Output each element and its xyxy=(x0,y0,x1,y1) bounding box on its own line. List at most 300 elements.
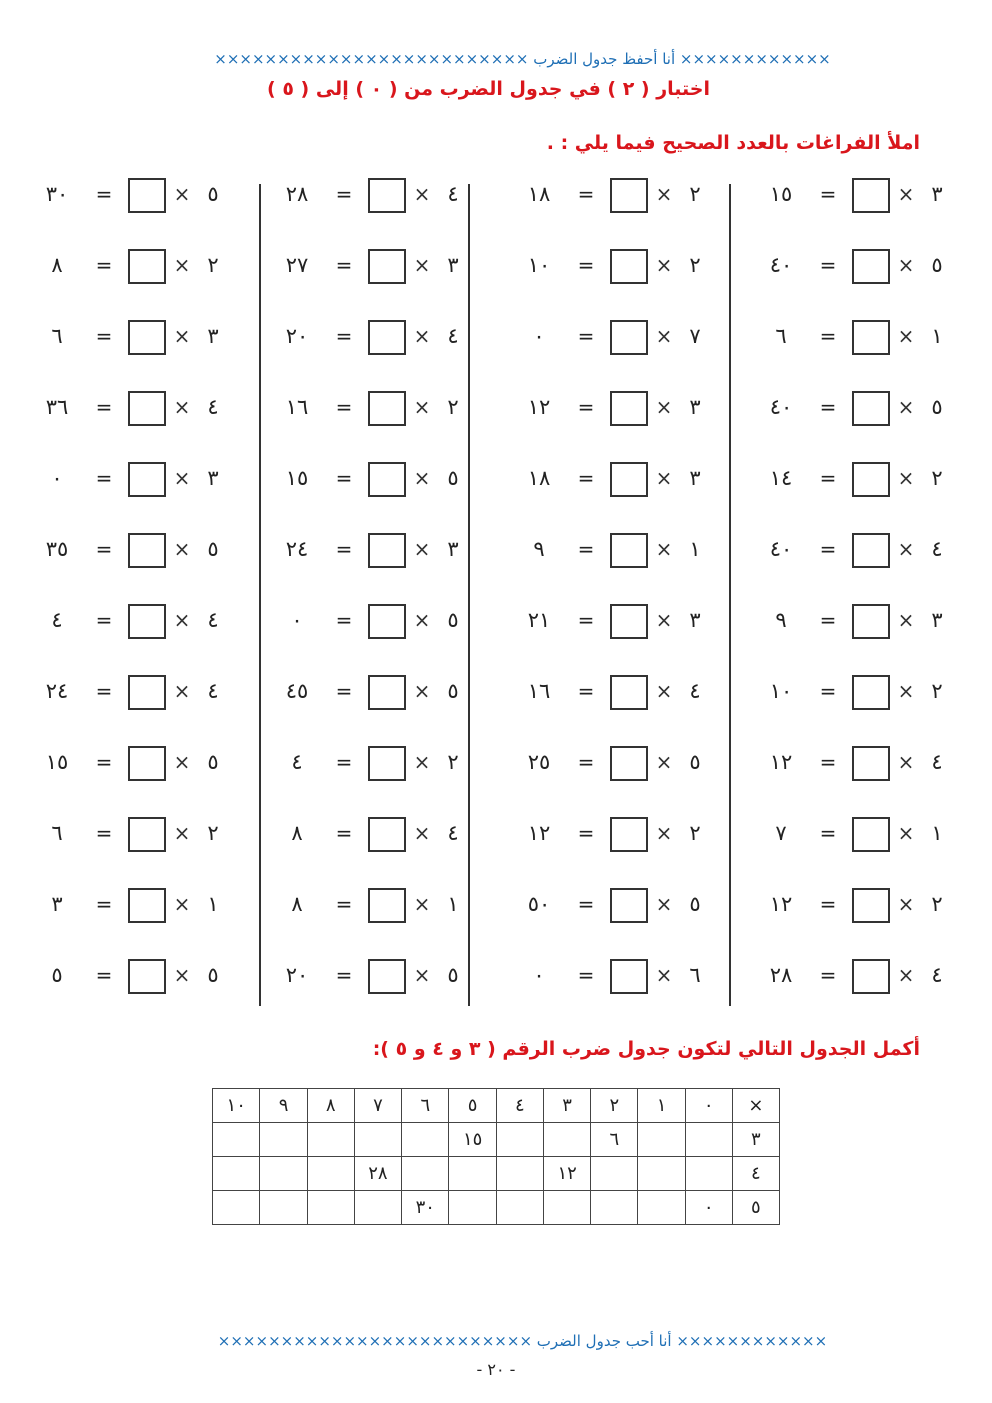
times-sign: × xyxy=(655,963,673,987)
table-cell[interactable] xyxy=(213,1191,260,1225)
operand: ٢ xyxy=(931,679,943,703)
column-divider xyxy=(468,184,470,1006)
operand: ٢ xyxy=(207,253,219,277)
exercise-row xyxy=(482,957,710,1001)
times-sign: × xyxy=(655,679,673,703)
page-number: - ٢٠ - xyxy=(476,1360,516,1379)
equals-sign: = xyxy=(819,537,837,561)
exercise-row xyxy=(0,389,228,433)
answer-box[interactable] xyxy=(368,391,406,426)
equals-sign: = xyxy=(819,253,837,277)
column-divider xyxy=(729,184,731,1006)
times-sign: × xyxy=(413,821,431,845)
equals-sign: = xyxy=(335,608,353,632)
equals-sign: = xyxy=(819,466,837,490)
equals-sign: = xyxy=(577,182,595,206)
answer-box[interactable] xyxy=(852,533,890,568)
equals-sign: = xyxy=(819,892,837,916)
product: ٨ xyxy=(291,821,303,845)
equals-sign: = xyxy=(335,253,353,277)
product: ٢٨ xyxy=(769,963,793,987)
exercise-row xyxy=(0,176,228,220)
times-sign: × xyxy=(897,537,915,561)
equals-sign: = xyxy=(95,821,113,845)
product: ٥ xyxy=(51,963,63,987)
table-cell[interactable] xyxy=(638,1157,685,1191)
table-cell[interactable] xyxy=(213,1123,260,1157)
times-sign: × xyxy=(173,395,191,419)
answer-box[interactable] xyxy=(610,817,648,852)
answer-box[interactable] xyxy=(368,675,406,710)
product: ٩ xyxy=(533,537,545,561)
times-sign: × xyxy=(413,253,431,277)
product: ٤٠ xyxy=(769,395,793,419)
times-sign: × xyxy=(173,963,191,987)
table-cell[interactable] xyxy=(307,1123,354,1157)
times-sign: × xyxy=(655,253,673,277)
exercise-columns xyxy=(40,176,952,1006)
product: ٦ xyxy=(51,324,63,348)
exercise-row xyxy=(724,602,952,646)
equals-sign: = xyxy=(95,324,113,348)
operand: ٤ xyxy=(447,821,459,845)
equals-sign: = xyxy=(819,608,837,632)
table-header-cell: ١ xyxy=(638,1089,685,1123)
answer-box[interactable] xyxy=(610,746,648,781)
multiplication-table xyxy=(212,1088,780,1225)
operand: ٢ xyxy=(207,821,219,845)
exercise-row xyxy=(482,886,710,930)
table-cell[interactable] xyxy=(260,1123,307,1157)
table-cell[interactable] xyxy=(638,1123,685,1157)
times-sign: × xyxy=(173,821,191,845)
exercise-row xyxy=(240,673,468,717)
operand: ٥ xyxy=(931,395,943,419)
exercise-row xyxy=(240,389,468,433)
table-cell: ٢٨ xyxy=(354,1157,401,1191)
product: ١٥ xyxy=(285,466,309,490)
times-sign: × xyxy=(413,679,431,703)
product: ١٨ xyxy=(527,466,551,490)
equals-sign: = xyxy=(577,821,595,845)
equals-sign: = xyxy=(95,750,113,774)
exercise-row xyxy=(482,460,710,504)
product: ١٢ xyxy=(769,892,793,916)
answer-box[interactable] xyxy=(128,604,166,639)
exercise-row xyxy=(240,744,468,788)
product: ٦ xyxy=(51,821,63,845)
product: ٦ xyxy=(775,324,787,348)
operand: ٥ xyxy=(207,537,219,561)
equals-sign: = xyxy=(335,892,353,916)
operand: ٥ xyxy=(447,608,459,632)
table-cell: ٦ xyxy=(591,1123,638,1157)
table-cell[interactable] xyxy=(591,1157,638,1191)
answer-box[interactable] xyxy=(128,391,166,426)
answer-box[interactable] xyxy=(610,249,648,284)
answer-box[interactable] xyxy=(368,604,406,639)
operand: ٥ xyxy=(447,963,459,987)
times-sign: × xyxy=(173,324,191,348)
product: ٨ xyxy=(291,892,303,916)
times-sign: × xyxy=(413,395,431,419)
times-sign: × xyxy=(897,466,915,490)
exercise-row xyxy=(482,602,710,646)
operand: ٦ xyxy=(689,963,701,987)
product: ١٥ xyxy=(45,750,69,774)
equals-sign: = xyxy=(95,182,113,206)
exercise-row xyxy=(724,957,952,1001)
equals-sign: = xyxy=(95,395,113,419)
exercise-row xyxy=(482,389,710,433)
operand: ٤ xyxy=(689,679,701,703)
exercise-row xyxy=(0,460,228,504)
answer-box[interactable] xyxy=(610,178,648,213)
table-cell: ٠ xyxy=(685,1191,732,1225)
exercise-row xyxy=(724,673,952,717)
times-sign: × xyxy=(173,466,191,490)
exercise-row xyxy=(482,673,710,717)
exercise-row xyxy=(724,389,952,433)
answer-box[interactable] xyxy=(852,888,890,923)
product: ٤ xyxy=(291,750,303,774)
times-sign: × xyxy=(897,324,915,348)
operand: ٥ xyxy=(689,892,701,916)
table-cell: ١٥ xyxy=(449,1123,496,1157)
times-sign: × xyxy=(897,679,915,703)
answer-box[interactable] xyxy=(852,178,890,213)
operand: ٥ xyxy=(447,466,459,490)
product: ١٠ xyxy=(527,253,551,277)
equals-sign: = xyxy=(819,324,837,348)
answer-box[interactable] xyxy=(128,533,166,568)
table-cell[interactable] xyxy=(685,1123,732,1157)
answer-box[interactable] xyxy=(368,249,406,284)
operand: ٤ xyxy=(447,324,459,348)
product: ١٢ xyxy=(527,395,551,419)
answer-box[interactable] xyxy=(852,675,890,710)
equals-sign: = xyxy=(577,324,595,348)
exercise-row xyxy=(240,886,468,930)
exercise-row xyxy=(240,815,468,859)
exercise-row xyxy=(724,460,952,504)
answer-box[interactable] xyxy=(610,959,648,994)
table-cell[interactable] xyxy=(685,1157,732,1191)
times-sign: × xyxy=(413,963,431,987)
header-banner: ×××××××××××× أنا أحفظ جدول الضرب ××××××××××××××××××××××××× xyxy=(214,50,831,68)
answer-box[interactable] xyxy=(368,817,406,852)
table-header-cell: ١٠ xyxy=(213,1089,260,1123)
equals-sign: = xyxy=(819,182,837,206)
operand: ٣ xyxy=(447,253,459,277)
table-header-cell: ٣ xyxy=(543,1089,590,1123)
answer-box[interactable] xyxy=(128,462,166,497)
operand: ٤ xyxy=(207,679,219,703)
times-sign: × xyxy=(655,821,673,845)
table-cell[interactable] xyxy=(213,1157,260,1191)
answer-box[interactable] xyxy=(852,320,890,355)
product: ٢٥ xyxy=(527,750,551,774)
answer-box[interactable] xyxy=(368,462,406,497)
answer-box[interactable] xyxy=(610,320,648,355)
answer-box[interactable] xyxy=(852,817,890,852)
product: ٤٠ xyxy=(769,253,793,277)
equals-sign: = xyxy=(95,253,113,277)
instruction-fill-blanks: املأ الفراغات بالعدد الصحيح فيما يلي : . xyxy=(546,132,920,154)
times-sign: × xyxy=(655,395,673,419)
table-header-cell: ٤ xyxy=(732,1157,779,1191)
product: ٧ xyxy=(775,821,787,845)
product: ٠ xyxy=(291,608,303,632)
exercise-row xyxy=(0,886,228,930)
product: ٣ xyxy=(51,892,63,916)
operand: ٣ xyxy=(447,537,459,561)
times-sign: × xyxy=(897,608,915,632)
answer-box[interactable] xyxy=(852,249,890,284)
table-cell[interactable] xyxy=(402,1123,449,1157)
product: ٣٦ xyxy=(45,395,69,419)
table-cell[interactable] xyxy=(543,1123,590,1157)
operand: ٥ xyxy=(447,679,459,703)
product: ٣٠ xyxy=(45,182,69,206)
times-sign: × xyxy=(173,750,191,774)
product: ٢٧ xyxy=(285,253,309,277)
operand: ٣ xyxy=(689,395,701,419)
product: ٢٠ xyxy=(285,963,309,987)
table-cell[interactable] xyxy=(307,1157,354,1191)
table-header-cell: ٩ xyxy=(260,1089,307,1123)
answer-box[interactable] xyxy=(368,178,406,213)
answer-box[interactable] xyxy=(128,178,166,213)
times-sign: × xyxy=(897,892,915,916)
equals-sign: = xyxy=(819,963,837,987)
equals-sign: = xyxy=(577,537,595,561)
equals-sign: = xyxy=(335,182,353,206)
equals-sign: = xyxy=(95,466,113,490)
answer-box[interactable] xyxy=(610,533,648,568)
times-sign: × xyxy=(173,608,191,632)
table-header-cell: ٥ xyxy=(732,1191,779,1225)
times-sign: × xyxy=(897,253,915,277)
answer-box[interactable] xyxy=(610,675,648,710)
times-sign: × xyxy=(655,750,673,774)
operand: ٤ xyxy=(931,750,943,774)
table-cell[interactable] xyxy=(354,1123,401,1157)
operand: ٥ xyxy=(207,750,219,774)
table-header-cell: ٤ xyxy=(496,1089,543,1123)
operand: ١ xyxy=(931,821,943,845)
operand: ١ xyxy=(689,537,701,561)
operand: ٤ xyxy=(931,963,943,987)
times-sign: × xyxy=(655,608,673,632)
times-sign: × xyxy=(897,963,915,987)
product: ١٤ xyxy=(769,466,793,490)
answer-box[interactable] xyxy=(128,320,166,355)
answer-box[interactable] xyxy=(368,888,406,923)
equals-sign: = xyxy=(819,750,837,774)
table-cell[interactable] xyxy=(307,1191,354,1225)
times-sign: × xyxy=(413,466,431,490)
answer-box[interactable] xyxy=(852,959,890,994)
operand: ٣ xyxy=(689,608,701,632)
times-sign: × xyxy=(173,892,191,916)
product: ١٠ xyxy=(769,679,793,703)
answer-box[interactable] xyxy=(368,320,406,355)
equals-sign: = xyxy=(577,466,595,490)
product: ٢٠ xyxy=(285,324,309,348)
table-cell[interactable] xyxy=(496,1157,543,1191)
table-header-cell: ٢ xyxy=(591,1089,638,1123)
table-cell[interactable] xyxy=(354,1191,401,1225)
operand: ٢ xyxy=(447,395,459,419)
times-sign: × xyxy=(897,395,915,419)
product: ١٥ xyxy=(769,182,793,206)
operand: ٢ xyxy=(689,821,701,845)
table-cell[interactable] xyxy=(449,1157,496,1191)
times-sign: × xyxy=(897,821,915,845)
equals-sign: = xyxy=(577,608,595,632)
operand: ٢ xyxy=(689,253,701,277)
exercise-row xyxy=(482,744,710,788)
answer-box[interactable] xyxy=(128,249,166,284)
answer-box[interactable] xyxy=(852,462,890,497)
operand: ١ xyxy=(931,324,943,348)
equals-sign: = xyxy=(335,537,353,561)
exercise-row xyxy=(0,673,228,717)
table-cell[interactable] xyxy=(260,1191,307,1225)
product: ٣٥ xyxy=(45,537,69,561)
equals-sign: = xyxy=(577,679,595,703)
exercise-row xyxy=(482,318,710,362)
table-row xyxy=(213,1089,780,1123)
answer-box[interactable] xyxy=(128,959,166,994)
product: ١٨ xyxy=(527,182,551,206)
equals-sign: = xyxy=(95,679,113,703)
product: ٩ xyxy=(775,608,787,632)
operand: ٢ xyxy=(931,892,943,916)
exercise-row xyxy=(724,886,952,930)
product: ١٢ xyxy=(769,750,793,774)
operand: ٥ xyxy=(931,253,943,277)
equals-sign: = xyxy=(577,892,595,916)
table-cell[interactable] xyxy=(402,1157,449,1191)
table-cell[interactable] xyxy=(543,1191,590,1225)
answer-box[interactable] xyxy=(128,817,166,852)
operand: ٥ xyxy=(689,750,701,774)
operand: ٢ xyxy=(447,750,459,774)
operand: ٤ xyxy=(207,395,219,419)
equals-sign: = xyxy=(95,608,113,632)
equals-sign: = xyxy=(577,963,595,987)
answer-box[interactable] xyxy=(852,604,890,639)
answer-box[interactable] xyxy=(852,391,890,426)
times-sign: × xyxy=(655,324,673,348)
equals-sign: = xyxy=(335,395,353,419)
answer-box[interactable] xyxy=(368,533,406,568)
table-header-cell: × xyxy=(732,1089,779,1123)
times-sign: × xyxy=(655,182,673,206)
exercise-row xyxy=(482,247,710,291)
column-divider xyxy=(259,184,261,1006)
answer-box[interactable] xyxy=(368,959,406,994)
table-cell: ١٢ xyxy=(543,1157,590,1191)
operand: ٣ xyxy=(207,324,219,348)
equals-sign: = xyxy=(95,537,113,561)
table-header-cell: ٣ xyxy=(732,1123,779,1157)
exercise-row xyxy=(482,176,710,220)
exercise-row xyxy=(724,247,952,291)
exercise-row xyxy=(0,744,228,788)
answer-box[interactable] xyxy=(610,888,648,923)
table-cell[interactable] xyxy=(496,1191,543,1225)
equals-sign: = xyxy=(335,466,353,490)
product: ٠ xyxy=(51,466,63,490)
table-cell[interactable] xyxy=(591,1191,638,1225)
table-row xyxy=(213,1123,780,1157)
answer-box[interactable] xyxy=(610,604,648,639)
answer-box[interactable] xyxy=(128,675,166,710)
exercise-row xyxy=(482,531,710,575)
answer-box[interactable] xyxy=(368,746,406,781)
times-sign: × xyxy=(655,537,673,561)
table-cell[interactable] xyxy=(638,1191,685,1225)
operand: ١ xyxy=(207,892,219,916)
operand: ٥ xyxy=(207,182,219,206)
table-cell[interactable] xyxy=(496,1123,543,1157)
times-sign: × xyxy=(897,750,915,774)
operand: ٤ xyxy=(447,182,459,206)
footer-banner: ×××××××××××× أنا أحب جدول الضرب ××××××××××××××××××××××××× xyxy=(217,1332,828,1350)
operand: ٢ xyxy=(689,182,701,206)
times-sign: × xyxy=(897,182,915,206)
exercise-row xyxy=(0,602,228,646)
product: ٤٥ xyxy=(285,679,309,703)
exercise-row xyxy=(240,460,468,504)
product: ٢٤ xyxy=(45,679,69,703)
operand: ٣ xyxy=(207,466,219,490)
operand: ٢ xyxy=(931,466,943,490)
times-sign: × xyxy=(413,892,431,916)
product: ٢٨ xyxy=(285,182,309,206)
equals-sign: = xyxy=(335,963,353,987)
product: ٠ xyxy=(533,963,545,987)
product: ١٦ xyxy=(285,395,309,419)
answer-box[interactable] xyxy=(852,746,890,781)
answer-box[interactable] xyxy=(128,746,166,781)
table-header-cell: ٦ xyxy=(402,1089,449,1123)
exercise-row xyxy=(240,602,468,646)
product: ٢٤ xyxy=(285,537,309,561)
page-title: اختبار ( ٢ ) في جدول الضرب من ( ٠ ) إلى ( ٥ ) xyxy=(267,78,710,100)
table-cell[interactable] xyxy=(260,1157,307,1191)
times-sign: × xyxy=(413,608,431,632)
table-cell[interactable] xyxy=(449,1191,496,1225)
product: ٤٠ xyxy=(769,537,793,561)
product: ٥٠ xyxy=(527,892,551,916)
answer-box[interactable] xyxy=(610,391,648,426)
answer-box[interactable] xyxy=(128,888,166,923)
exercise-row xyxy=(240,318,468,362)
times-sign: × xyxy=(173,679,191,703)
product: ٨ xyxy=(51,253,63,277)
operand: ٧ xyxy=(689,324,701,348)
times-sign: × xyxy=(173,253,191,277)
times-sign: × xyxy=(655,892,673,916)
operand: ٣ xyxy=(931,182,943,206)
answer-box[interactable] xyxy=(610,462,648,497)
exercise-row xyxy=(724,318,952,362)
table-header-cell: ٨ xyxy=(307,1089,354,1123)
